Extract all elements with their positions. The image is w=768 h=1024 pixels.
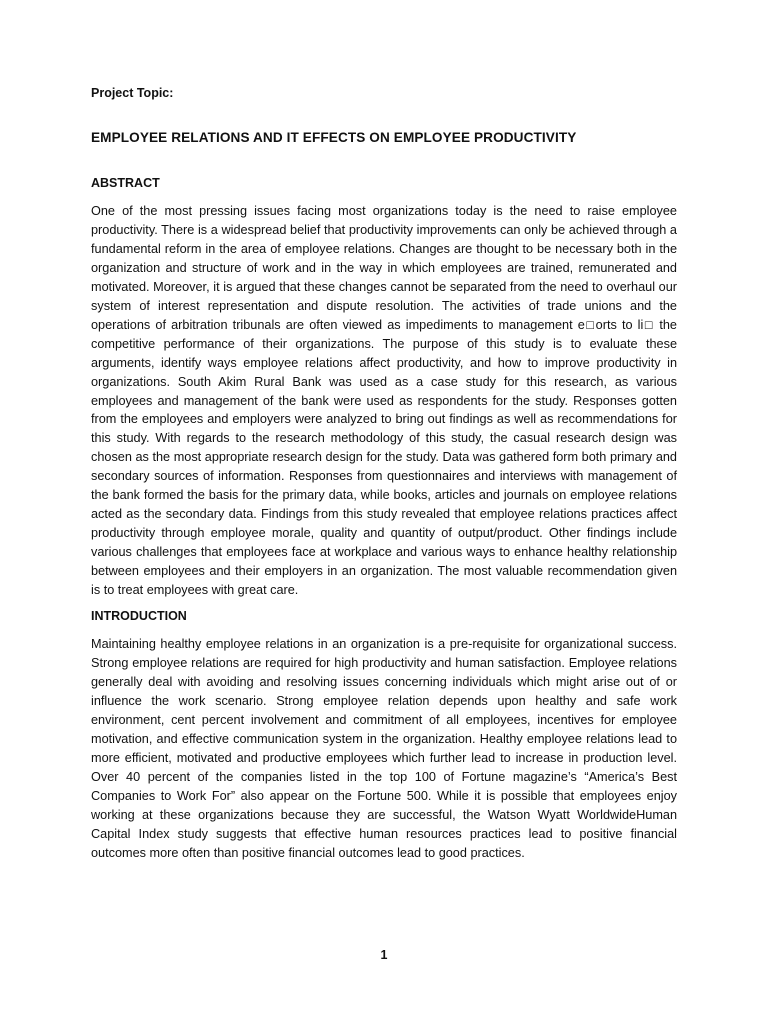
- page-number: 1: [380, 948, 388, 962]
- abstract-paragraph: One of the most pressing issues facing most organizations today is the need to raise employee productivity. There is a widespread belief that productivity improvements can only be achieved through a fundamental reform in the area of employee relations. Changes are thought to be necessary both in the organization and structure of work and in the way in which employees are trained, remunerated and motivated. Moreover, it is argued that these changes cannot be separated from the need to overhaul our system of interest representation and dispute resolution. The activities of trade unions and the operations of arbitration tribunals are often viewed as impediments to management e□orts to li□ the competitive performance of their organizations. The purpose of this study is to evaluate these arguments, identify ways employee relations affect productivity, and how to improve productivity in organizations. South Akim Rural Bank was used as a case study for this research, as various employees and management of the bank were used as respondents for the study. Responses gotten from the employees and employers were analyzed to bring out findings as well as recommendations for this study. With regards to the research methodology of this study, the casual research design was chosen as the most appropriate research design for the study. Data was gathered form both primary and secondary sources of information. Responses from questionnaires and interviews with management of the bank formed the basis for the primary data, while books, articles and journals on employee relations acted as the secondary data. Findings from this study revealed that employee relations practices affect productivity through employee morale, quality and quantity of output/product. Other findings include various challenges that employees face at workplace and various ways to enhance healthy relationship between employees and their employers in an organization. The most valuable recommendation given is to treat employees with great care.: [91, 204, 677, 598]
- abstract-heading: ABSTRACT: [91, 176, 160, 190]
- document-title: EMPLOYEE RELATIONS AND IT EFFECTS ON EMPLOYEE PRODUCTIVITY: [91, 130, 577, 145]
- introduction-paragraph: Maintaining healthy employee relations in an organization is a pre-requisite for organizational success. Strong employee relations are required for high productivity and human satisfaction. Employee relations generally deal with avoiding and resolving issues concerning individuals which might arise out of or influence the work scenario. Strong employee relation depends upon healthy and safe work environment, cent percent involvement and commitment of all employees, incentives for employee motivation, and effective communication system in the organization. Healthy employee relations lead to more efficient, motivated and productive employees which further lead to increase in production level. Over 40 percent of the companies listed in the top 100 of Fortune magazine’s “America’s Best Companies to Work For” also appear on the Fortune 500. While it is possible that employees enjoy working at these organizations because they are successful, the Watson Wyatt WorldwideHuman Capital Index study suggests that effective human resources practices lead to positive financial outcomes more often than positive financial outcomes lead to good practices.: [91, 637, 677, 860]
- introduction-heading: INTRODUCTION: [91, 609, 187, 624]
- page-content: [91, 84, 677, 862]
- project-topic-label: Project Topic:: [91, 86, 174, 100]
